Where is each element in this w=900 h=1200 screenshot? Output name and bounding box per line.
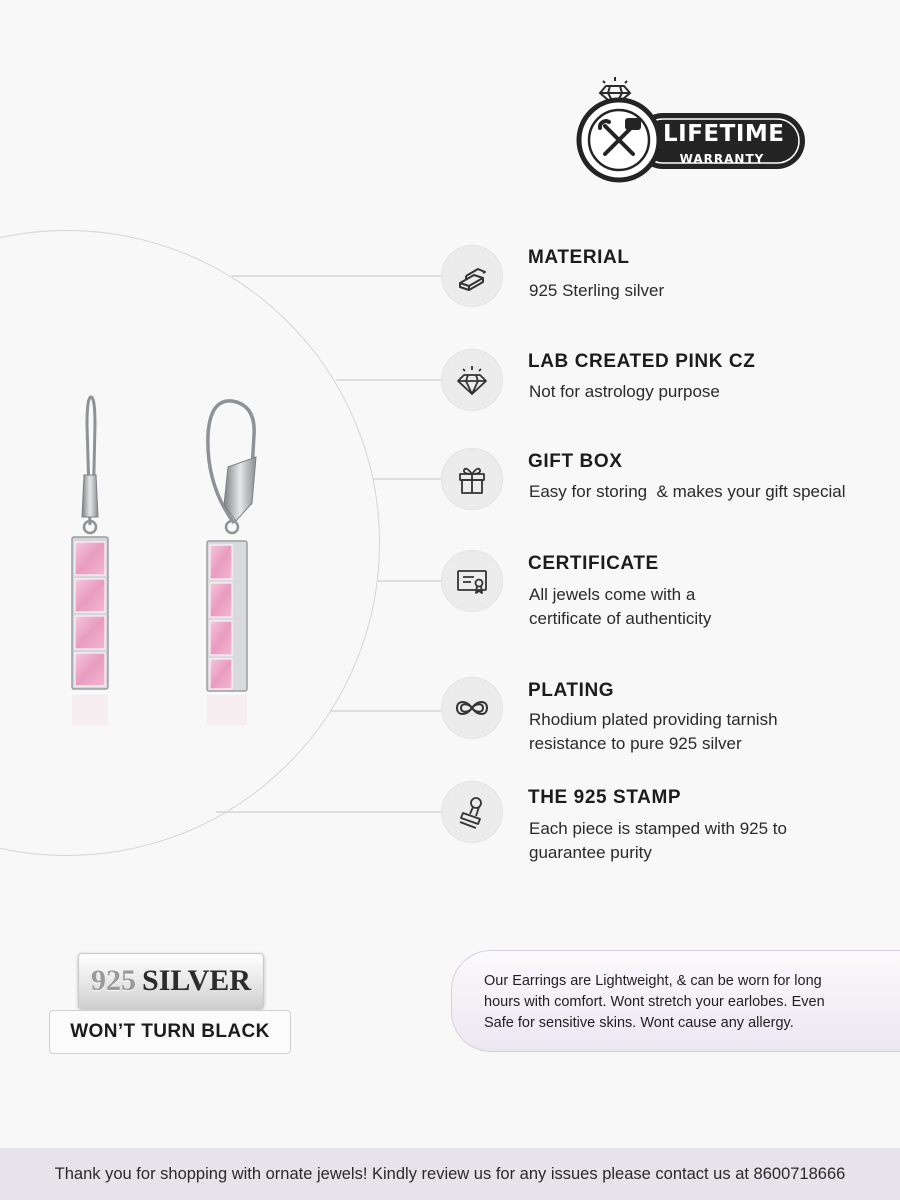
feature-title-stamp: THE 925 STAMP: [528, 787, 682, 808]
footer-bar: [0, 1148, 900, 1200]
feature-desc-stamp: Each piece is stamped with 925 to guarantee purity: [529, 819, 787, 862]
infinity-icon: [452, 696, 492, 720]
silver-word: SILVER: [142, 964, 251, 997]
feature-desc-certificate: All jewels come with a certificate of authenticity: [529, 585, 712, 628]
feature-title-cz: LAB CREATED PINK CZ: [528, 351, 756, 372]
feature-title-plating: PLATING: [528, 680, 615, 701]
earrings-image: [60, 395, 260, 755]
feature-desc-plating: Rhodium plated providing tarnish resistance to pure 925 silver: [529, 710, 778, 753]
feature-icon-stamp: [441, 781, 503, 843]
feature-title-certificate: CERTIFICATE: [528, 553, 659, 574]
feature-title-material: MATERIAL: [528, 247, 630, 268]
feature-desc-cz: Not for astrology purpose: [529, 382, 720, 401]
feature-icon-plating: [441, 677, 503, 739]
feature-icon-certificate: [441, 550, 503, 612]
certificate-icon: [454, 563, 490, 599]
silver-number: 925: [91, 964, 137, 997]
wont-turn-black-label: WON’T TURN BLACK: [49, 1010, 291, 1054]
gift-box-icon: [454, 461, 490, 497]
feature-icon-material: [441, 245, 503, 307]
comfort-note-text: Our Earrings are Lightweight, & can be worn for long hours with comfort. Wont stretch your earlobes. Even Safe for sensitive skins. Wont cause any allergy.: [484, 973, 825, 1031]
footer-text: Thank you for shopping with ornate jewels! Kindly review us for any issues please contact us at 8600718666: [54, 1164, 846, 1183]
silver-bars-icon: [452, 256, 492, 296]
silver-925-badge: [78, 953, 264, 1009]
feature-icon-gift-box: [441, 448, 503, 510]
warranty-subtitle: WARRANTY: [679, 152, 765, 166]
left-earring: [72, 397, 108, 725]
right-earring: [207, 401, 256, 725]
feature-desc-gift-box: Easy for storing & makes your gift special: [529, 482, 846, 501]
feature-title-gift-box: GIFT BOX: [528, 451, 623, 472]
feature-desc-material: 925 Sterling silver: [529, 281, 665, 300]
feature-icon-cz: [441, 349, 503, 411]
warranty-title: LIFETIME: [663, 121, 785, 147]
diamond-icon: [453, 361, 491, 399]
stamp-icon: [454, 794, 490, 830]
